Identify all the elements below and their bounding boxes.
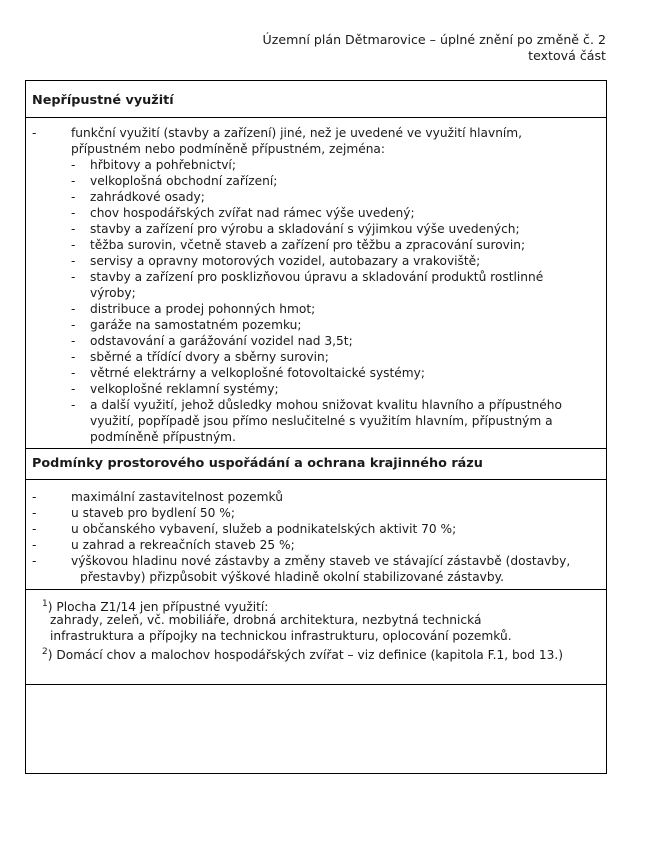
list-item: velkoplošné reklamní systémy; xyxy=(90,382,279,396)
list-item: podmíněně přípustným. xyxy=(90,430,236,444)
footnote-2 xyxy=(42,644,563,663)
list-item: u občanského vybavení, služeb a podnikatelských aktivit 70 %; xyxy=(71,522,457,536)
footnote-1-cont: zahrady, zeleň, vč. mobiliáře, drobná architektura, nezbytná technická xyxy=(50,613,482,627)
list-item: maximální zastavitelnost pozemků xyxy=(71,490,283,504)
item-dash: - xyxy=(71,174,76,188)
list-dash: - xyxy=(32,538,37,552)
list-item: sběrné a třídící dvory a sběrny surovin; xyxy=(90,350,329,364)
item-dash: - xyxy=(71,270,76,284)
list-dash: - xyxy=(32,554,37,568)
list-item: stavby a zařízení pro posklizňovou úpravu a skladování produktů rostlinné xyxy=(90,270,544,284)
item-dash: - xyxy=(71,334,76,348)
list-item: hřbitovy a pohřebnictví; xyxy=(90,158,236,172)
regulation-table xyxy=(25,80,607,774)
item-dash: - xyxy=(71,158,76,172)
list-item: u staveb pro bydlení 50 %; xyxy=(71,506,235,520)
item-dash: - xyxy=(71,238,76,252)
document-header xyxy=(263,32,606,64)
divider xyxy=(26,479,606,480)
item-dash: - xyxy=(71,206,76,220)
item-dash: - xyxy=(71,350,76,364)
item-dash: - xyxy=(71,302,76,316)
item-dash: - xyxy=(71,318,76,332)
section-heading-prohibited: Nepřípustné využití xyxy=(32,93,174,108)
section-heading-spatial: Podmínky prostorového uspořádání a ochrana krajinného rázu xyxy=(32,456,483,471)
list-item: výroby; xyxy=(90,286,136,300)
list-item: větrné elektrárny a velkoplošné fotovoltaické systémy; xyxy=(90,366,425,380)
list-item: u zahrad a rekreačních staveb 25 %; xyxy=(71,538,295,552)
list-dash: - xyxy=(32,126,37,140)
divider xyxy=(26,589,606,590)
list-dash: - xyxy=(32,522,37,536)
list-item: výškovou hladinu nové zástavby a změny staveb ve stávající zástavbě (dostavby, xyxy=(71,554,571,568)
footnote-mark: 2 xyxy=(42,647,48,657)
footnote-text: ) Plocha Z1/14 jen přípustné využití: xyxy=(47,600,269,615)
list-dash: - xyxy=(32,490,37,504)
list-item: garáže na samostatném pozemku; xyxy=(90,318,302,332)
header-subtitle: textová část xyxy=(528,48,606,63)
item-dash: - xyxy=(71,382,76,396)
list-item: distribuce a prodej pohonných hmot; xyxy=(90,302,316,316)
divider xyxy=(26,117,606,118)
divider xyxy=(26,448,606,449)
divider xyxy=(26,684,606,685)
footnote-mark: 1 xyxy=(42,599,48,609)
list-item: odstavování a garážování vozidel nad 3,5t; xyxy=(90,334,353,348)
header-title: Územní plán Dětmarovice – úplné znění po změně č. 2 xyxy=(262,32,606,47)
list-item: servisy a opravny motorových vozidel, autobazary a vrakoviště; xyxy=(90,254,481,268)
list-item: využití, popřípadě jsou přímo neslučitelné s využitím hlavním, přípustným a xyxy=(90,414,553,428)
item-dash: - xyxy=(71,222,76,236)
list-dash: - xyxy=(32,506,37,520)
item-dash: - xyxy=(71,398,76,412)
list-item: těžba surovin, včetně staveb a zařízení pro těžbu a zpracování surovin; xyxy=(90,238,526,252)
item-dash: - xyxy=(71,366,76,380)
list-item: a další využití, jehož důsledky mohou snižovat kvalitu hlavního a přípustného xyxy=(90,398,562,412)
intro-line: funkční využití (stavby a zařízení) jiné, než je uvedené ve využití hlavním, xyxy=(71,126,523,140)
list-item: velkoplošná obchodní zařízení; xyxy=(90,174,278,188)
footnote-text: ) Domácí chov a malochov hospodářských zvířat – viz definice (kapitola F.1, bod 13.) xyxy=(47,648,563,663)
list-item: stavby a zařízení pro výrobu a skladování s výjimkou výše uvedených; xyxy=(90,222,520,236)
item-dash: - xyxy=(71,254,76,268)
list-item: zahrádkové osady; xyxy=(90,190,205,204)
intro-line: přípustném nebo podmíněně přípustném, zejména: xyxy=(71,142,386,156)
item-dash: - xyxy=(71,190,76,204)
list-item: přestavby) přizpůsobit výškové hladině okolní stabilizované zástavby. xyxy=(80,570,504,584)
footnote-1-cont: infrastruktura a přípojky na technickou infrastrukturu, oplocování pozemků. xyxy=(50,629,512,643)
list-item: chov hospodářských zvířat nad rámec výše uvedený; xyxy=(90,206,415,220)
